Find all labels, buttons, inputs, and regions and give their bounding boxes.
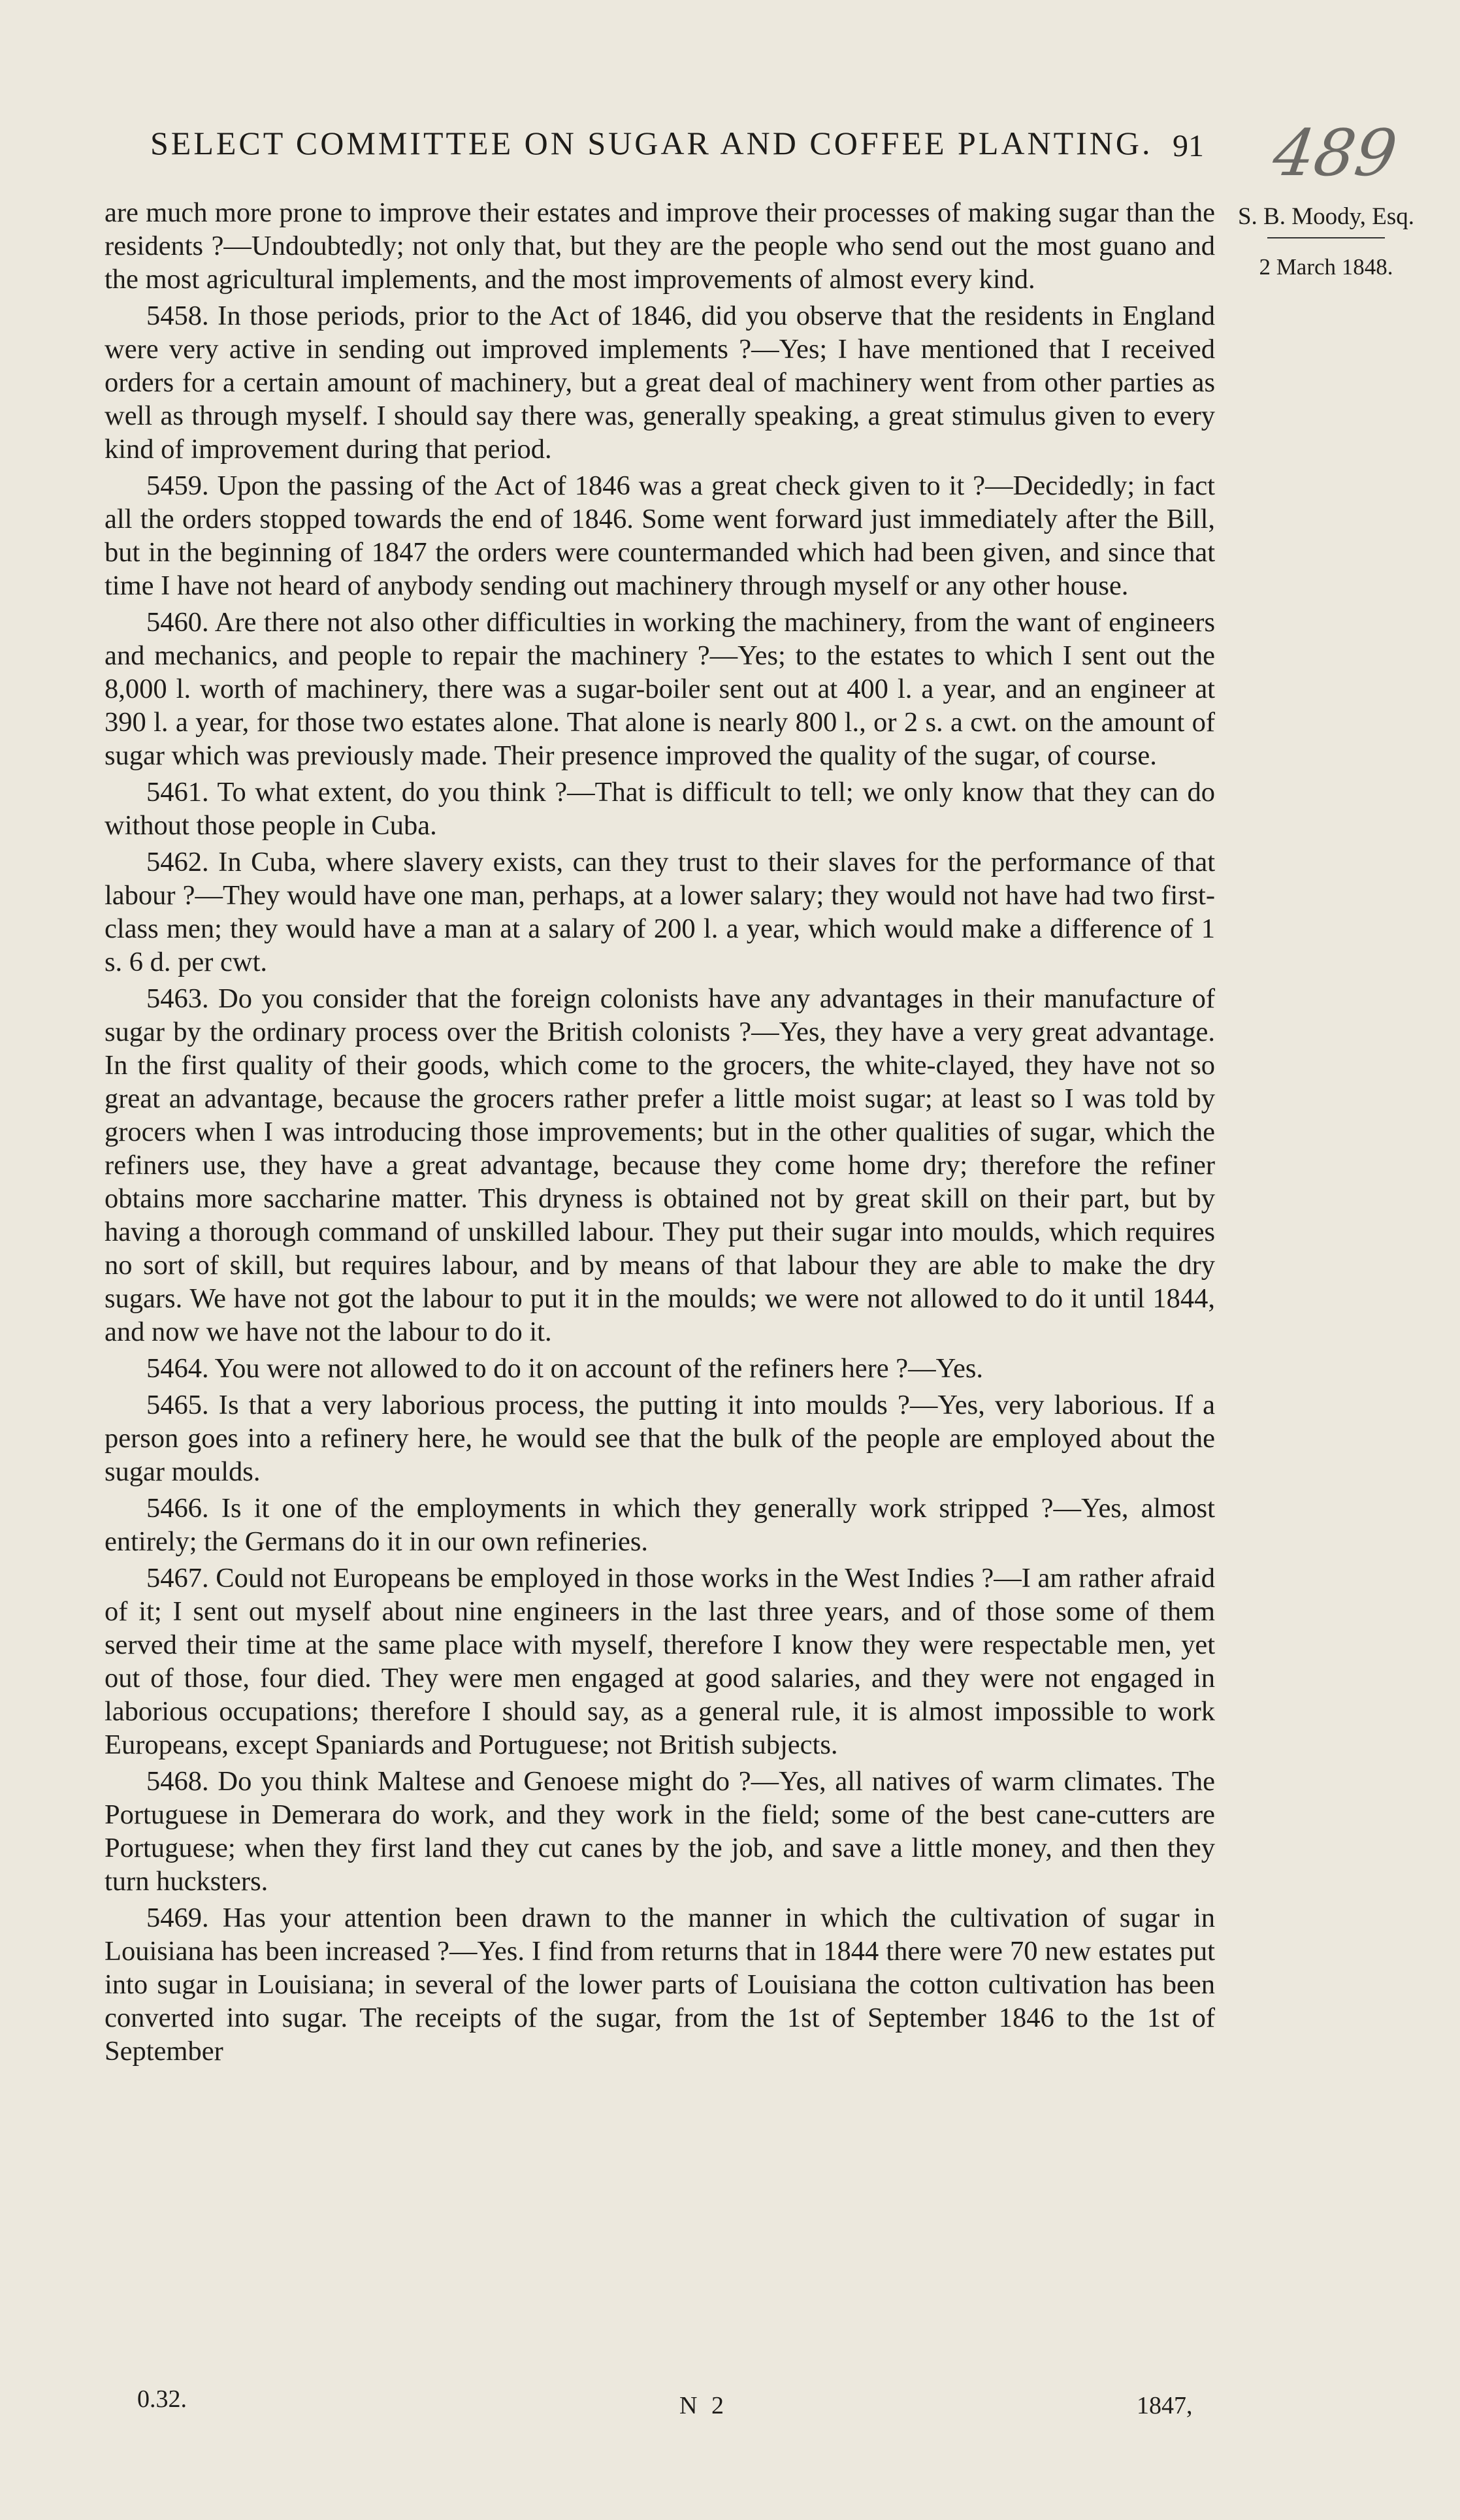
paragraph-5467: 5467. Could not Europeans be employed in those works in the West Indies ?—I am rather afraid of it; I sent out myself about nine engineers in the last three years, and of those some of them served their time at the same place with myself, therefore I know they were respectable men, yet out of those, four died. They were men engaged at good salaries, and they were not engaged in laborious occupations; therefore I should say, as a general rule, it is almost impossible to work Europeans, except Spaniards and Portuguese; not British subjects.: [105, 1563, 1215, 1760]
running-title: SELECT COMMITTEE ON SUGAR AND COFFEE PLANTING.: [150, 125, 1153, 161]
paragraph-5468: 5468. Do you think Maltese and Genoese might do ?—Yes, all natives of warm climates. The Portuguese in Demerara do work, and they work in the field; some of the best cane-cutters are Portuguese; when they first land they cut canes by the job, and save a little money, and then they turn hucksters.: [105, 1766, 1215, 1897]
paragraph-5463: 5463. Do you consider that the foreign colonists have any advantages in their manufacture of sugar by the ordinary process over the British colonists ?—Yes, they have a very great advantage. In the first quality of their goods, which come to the grocers, the white-clayed, they have not so great an advantage, because the grocers rather prefer a little moist sugar; at least so I was told by grocers when I was introducing those improvements; but in the other qualities of sugar, which the refiners use, they have a great advantage, because they come home dry; therefore the refiner obtains more saccharine matter. This dryness is obtained not by great skill on their part, but by having a thorough command of unskilled labour. They put their sugar into moulds, which requires no sort of skill, but requires labour, and by means of that labour they are able to make the dry sugars. We have not got the labour to put it in the moulds; we were not allowed to do it until 1844, and now we have not the labour to do it.: [105, 983, 1215, 1347]
paragraph-5462: 5462. In Cuba, where slavery exists, can they trust to their slaves for the performance of that labour ?—They would have one man, perhaps, at a lower salary; they would not have had two first-class men; they would have a man at a salary of 200 l. a year, which would make a difference of 1 s. 6 d. per cwt.: [105, 847, 1215, 977]
paragraph-5460: 5460. Are there not also other difficulties in working the machinery, from the want of engineers and mechanics, and people to repair the machinery ?—Yes; to the estates to which I sent out the 8,000 l. worth of machinery, there was a sugar-boiler sent out at 400 l. a year, and an engineer at 390 l. a year, for those two estates alone. That alone is nearly 800 l., or 2 s. a cwt. on the amount of sugar which was previously made. Their presence improved the quality of the sugar, of course.: [105, 607, 1215, 771]
witness-name: S. B. Moody, Esq.: [1237, 203, 1414, 230]
paragraph-5469: 5469. Has your attention been drawn to the manner in which the cultivation of sugar in Louisiana has been increased ?—Yes. I find from returns that in 1844 there were 70 new estates put into sugar in Louisiana; in several of the lower parts of Louisiana the cotton cultivation has been converted into sugar. The receipts of the sugar, from the 1st of September 1846 to the 1st of September: [105, 1903, 1215, 2067]
paragraph-5464: 5464. You were not allowed to do it on account of the refiners here ?—Yes.: [146, 1353, 984, 1384]
footer-catchword: 1847,: [1137, 2392, 1193, 2419]
paragraph-5461: 5461. To what extent, do you think ?—That is difficult to tell; we only know that they can do without those people in Cuba.: [105, 777, 1215, 841]
paragraph: are much more prone to improve their estates and improve their processes of making sugar than the residents ?—Undoubtedly; not only that, but they are the people who send out the most guano and the most agricultural implements, and the most improvements of almost every kind.: [105, 197, 1215, 295]
footer-document-code: 0.32.: [137, 2385, 187, 2413]
paragraph-5459: 5459. Upon the passing of the Act of 1846 was a great check given to it ?—Decidedly; in fact all the orders stopped towards the end of 1846. Some went forward just immediately after the Bill, but in the beginning of 1847 the orders were countermanded which had been given, and since that time I have not heard of anybody sending out machinery through myself or any other house.: [105, 470, 1215, 601]
page-number: 91: [1173, 129, 1204, 163]
margin-note: [1228, 203, 1424, 280]
footer-signature-mark: N 2: [679, 2392, 728, 2419]
paragraph-5466: 5466. Is it one of the employments in which they generally work stripped ?—Yes, almost entirely; the Germans do it in our own refineries.: [105, 1493, 1215, 1557]
handwritten-folio-number: 489: [1268, 116, 1402, 191]
paragraph-5465: 5465. Is that a very laborious process, the putting it into moulds ?—Yes, very laborious. If a person goes into a refinery here, he would see that the bulk of the people are employed about the sugar moulds.: [105, 1390, 1215, 1487]
testimony-body: [105, 196, 1215, 2071]
margin-divider: [1267, 237, 1385, 238]
witness-date: 2 March 1848.: [1259, 254, 1393, 280]
paragraph-5458: 5458. In those periods, prior to the Act of 1846, did you observe that the residents in England were very active in sending out improved implements ?—Yes; I have mentioned that I received orders for a certain amount of machinery, but a great deal of machinery went from other parties as well as through myself. I should say there was, generally speaking, a great stimulus given to every kind of improvement during that period.: [105, 301, 1215, 465]
